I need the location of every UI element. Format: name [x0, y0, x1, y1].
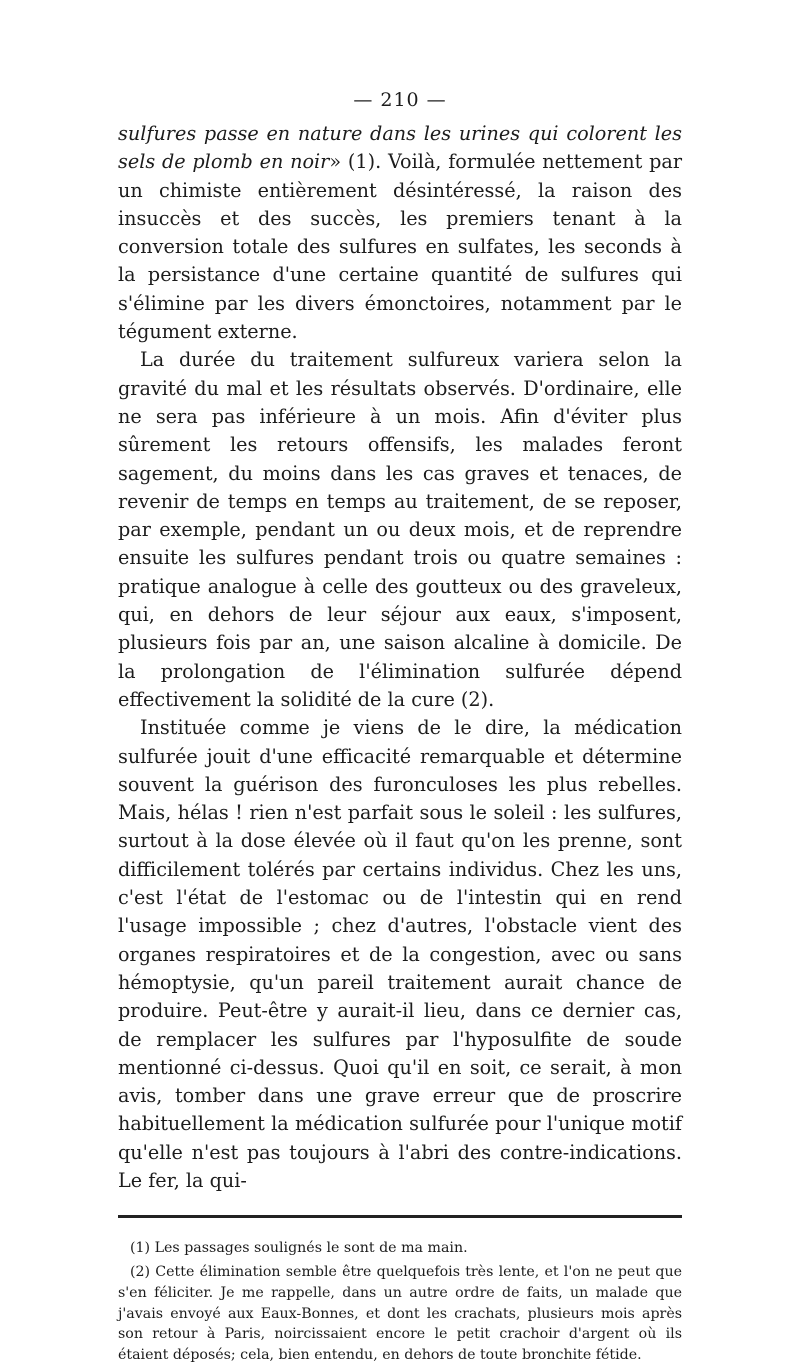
footnote-1: (1) Les passages soulignés le sont de ma main. [130, 1240, 468, 1257]
footnote-divider [118, 1215, 682, 1218]
paragraph-2: La durée du traitement sulfureux variera selon la gravité du mal et les résultats observés. D'ordinaire, elle ne sera pas inférieure à un mois. Afin d'éviter plus sûrement les retours offensifs, les malades feront sagement, du moins dans les cas graves et tenaces, de revenir de temps en temps au traitement, de se reposer, par exemple, pendant un ou deux mois, et de reprendre ensuite les sulfures pendant trois ou quatre semaines : pratique analogue à celle des goutteux ou des graveleux, qui, en dehors de leur séjour aux eaux, s'imposent, plusieurs fois par an, une saison alcaline à domicile. De la prolongation de l'élimination sulfurée dépend effectivement la solidité de la cure (2). [118, 348, 682, 711]
footnotes [118, 1238, 682, 1366]
paragraph-1 [118, 120, 682, 346]
page-number: — 210 — [353, 89, 447, 111]
main-text [118, 120, 682, 1195]
paragraph-3: Instituée comme je viens de le dire, la médication sulfurée jouit d'une efficacité remarquable et détermine souvent la guérison des furonculoses les plus rebelles. Mais, hélas ! rien n'est parfait sous le soleil : les sulfures, surtout à la dose élevée où il faut qu'on les prenne, sont difficilement tolérés par certains individus. Chez les uns, c'est l'état de l'estomac ou de l'intestin qui en rend l'usage impossible ; chez d'autres, l'obstacle vient des organes respiratoires et de la congestion, avec ou sans hémoptysie, qu'un pareil traitement aurait chance de produire. Peut-être y aurait-il lieu, dans ce dernier cas, de remplacer les sulfures par l'hyposulfite de soude mentionné ci-dessus. Quoi qu'il en soit, ce serait, à mon avis, tomber dans une grave erreur que de proscrire habituellement la médication sulfurée pour l'unique motif qu'elle n'est pas toujours à l'abri des contre-indications. Le fer, la qui- [118, 716, 682, 1192]
footnote-2: (2) Cette élimination semble être quelquefois très lente, et l'on ne peut que s'en féliciter. Je me rappelle, dans un autre ordre de faits, un malade que j'avais envoyé aux Eaux-Bonnes, et dont les crachats, plusieurs mois après son retour à Paris, noircissaient encore le petit crachoir d'argent où ils étaient déposés; cela, bien entendu, en dehors de toute bronchite fétide. [118, 1264, 682, 1364]
paragraph-1-text: » (1). Voilà, formulée nettement par un chimiste entièrement désintéressé, la raison des insuccès et des succès, les premiers tenant à la conversion totale des sulfures en sulfates, les seconds à la persistance d'une certaine quantité de sulfures qui s'élimine par les divers émonctoires, notamment par le tégument externe. [118, 150, 682, 344]
italic-quote: sulfures passe en nature dans les urines qui colorent les sels de plomb en noir [118, 122, 682, 174]
book-page [118, 88, 682, 1366]
